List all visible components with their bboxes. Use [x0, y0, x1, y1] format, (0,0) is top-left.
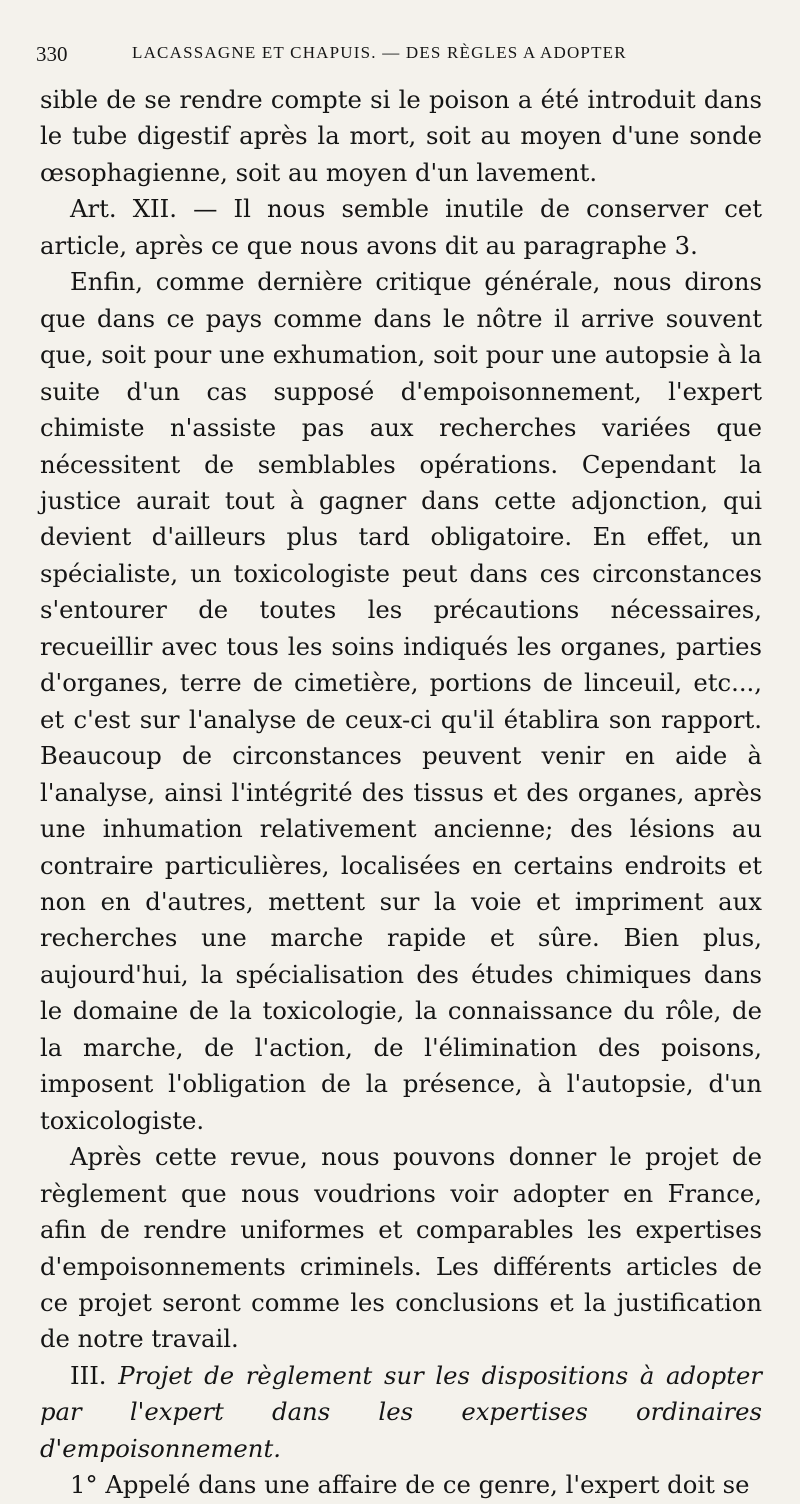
- paragraph-review: Après cette revue, nous pouvons donner le projet de règlement que nous voudrions voir adopter en France, afin de rendre uniformes et comparables les expertises d'empoisonnements criminels. Les différents articles de ce projet seront comme les conclusions et la justification de notre travail.: [40, 1142, 762, 1354]
- page-body: [40, 82, 762, 1504]
- paragraph-article-xii: Art. XII. — Il nous semble inutile de conserver cet article, après ce que nous avons dit au paragraphe 3.: [40, 194, 762, 260]
- section-title: Projet de règlement sur les dispositions à adopter par l'expert dans les expertises ordinaires d'empoisonnement.: [40, 1360, 762, 1463]
- paragraph-continuation: sible de se rendre compte si le poison a été introduit dans le tube digestif après la mort, soit au moyen d'une sonde œsophagienne, soit au moyen d'un lavement.: [40, 85, 762, 187]
- page-number: 330: [36, 42, 68, 66]
- section-heading: [40, 1358, 762, 1467]
- paragraph-general-critique: Enfin, comme dernière critique générale, nous dirons que dans ce pays comme dans le nôtre il arrive souvent que, soit pour une exhumation, soit pour une autopsie à la suite d'un cas supposé d'empoisonnement, l'expert chimiste n'assiste pas aux recherches variées que nécessitent de semblables opérations. Cependant la justice aurait tout à gagner dans cette adjonction, qui devient d'ailleurs plus tard obligatoire. En effet, un spécialiste, un toxicologiste peut dans ces circonstances s'entourer de toutes les précautions nécessaires, recueillir avec tous les soins indiqués les organes, parties d'organes, terre de cimetière, portions de linceuil, etc..., et c'est sur l'analyse de ceux-ci qu'il établira son rapport. Beaucoup de circonstances peuvent venir en aide à l'analyse, ainsi l'intégrité des tissus et des organes, après une inhumation relativement ancienne; des lésions au contraire particulières, localisées en certains endroits et non en d'autres, mettent sur la voie et impriment aux recherches une marche rapide et sûre. Bien plus, aujourd'hui, la spécialisation des études chimiques dans le domaine de la toxicologie, la connaissance du rôle, de la marche, de l'action, de l'élimination des poisons, imposent l'obligation de la présence, à l'autopsie, d'un toxicologiste.: [40, 267, 762, 1135]
- running-header: [36, 36, 762, 70]
- paragraph-rule-1: 1° Appelé dans une affaire de ce genre, l'expert doit se: [70, 1470, 750, 1500]
- section-number: III.: [70, 1360, 107, 1390]
- running-title: LACASSAGNE ET CHAPUIS. — DES RÈGLES A ADOPTER: [132, 43, 627, 62]
